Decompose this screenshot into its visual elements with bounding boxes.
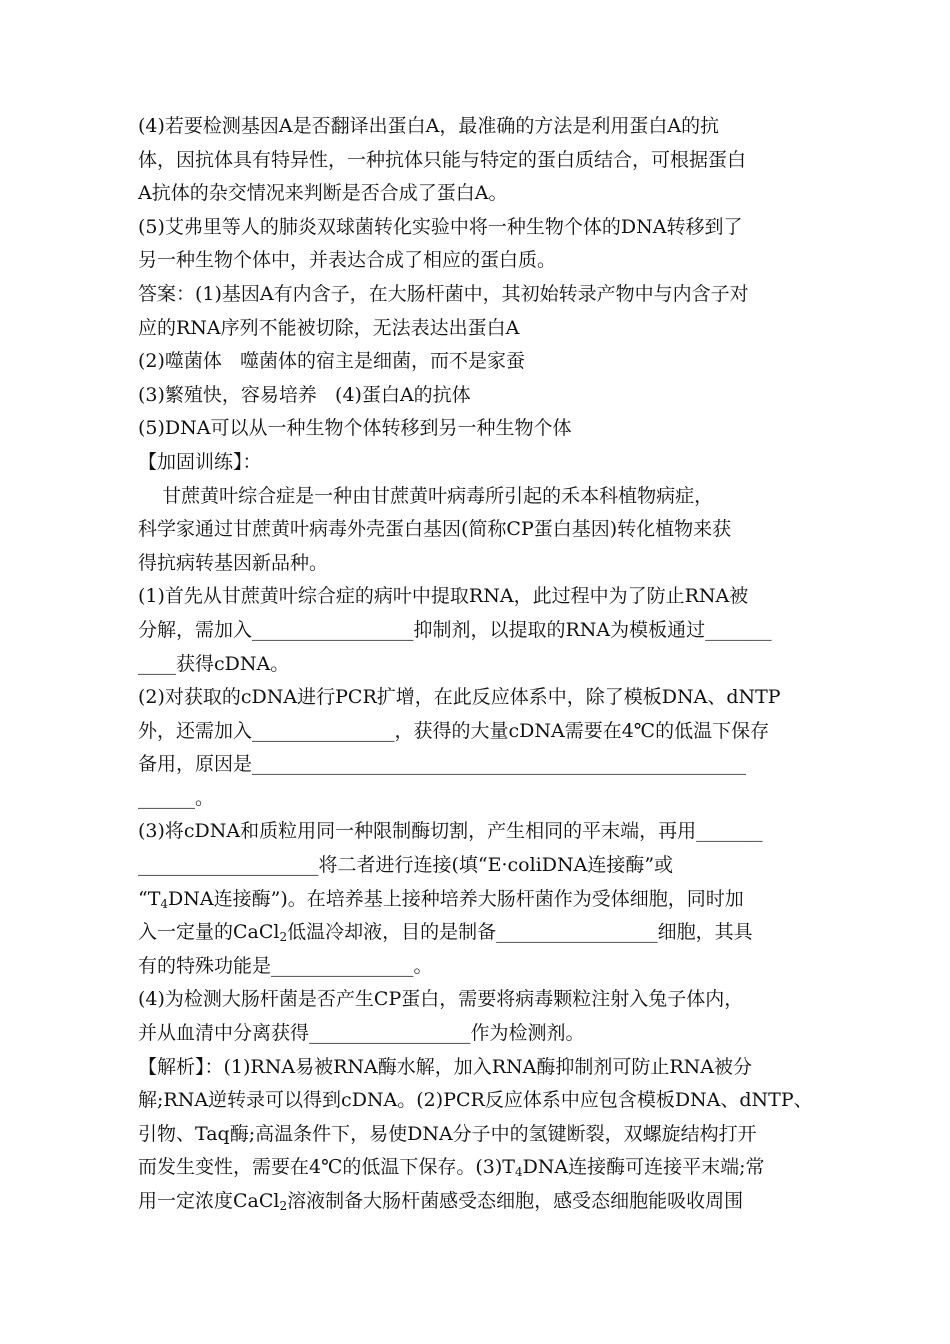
question-line: (3)将cDNA和质粒用同一种限制酶切割，产生相同的平末端，再用_______ <box>138 820 763 843</box>
question-line: ___________________将二者进行连接(填“E·coliDNA连接酶”或 <box>138 854 674 877</box>
analysis-line: 解;RNA逆转录可以得到cDNA。(2)PCR反应体系中应包含模板DNA、dNTP、 <box>138 1089 813 1112</box>
question-intro-line: 科学家通过甘蔗黄叶病毒外壳蛋白基因(简称CP蛋白基因)转化植物来获 <box>138 518 732 541</box>
question-line: (2)对获取的cDNA进行PCR扩增，在此反应体系中，除了模板DNA、dNTP <box>138 686 781 709</box>
question-line: 分解，需加入_________________抑制剂，以提取的RNA为模板通过_______ <box>138 618 772 641</box>
question-line: ______。 <box>138 786 215 809</box>
text-line: A抗体的杂交情况来判断是否合成了蛋白A。 <box>138 182 508 205</box>
answer-line: 答案：(1)基因A有内含子，在大肠杆菌中，其初始转录产物中与内含子对 <box>138 282 749 305</box>
question-intro-line: 得抗病转基因新品种。 <box>138 551 329 574</box>
analysis-line: 用一定浓度CaCl$_2$溶液制备大肠杆菌感受态细胞，感受态细胞能吸收周围 <box>138 1190 744 1213</box>
section-heading: 【加固训练】： <box>138 450 262 473</box>
text-line: 另一种生物个体中，并表达合成了相应的蛋白质。 <box>138 249 557 272</box>
question-line: 并从血清中分离获得_________________作为检测剂。 <box>138 1022 585 1045</box>
text-line: (5)艾弗里等人的肺炎双球菌转化实验中将一种生物个体的DNA转移到了 <box>138 215 743 238</box>
question-line: “$T_4DNA$连接酶”)。在培养基上接种培养大肠杆菌作为受体细胞，同时加 <box>138 887 744 911</box>
question-line: 备用，原因是____________________________________________________ <box>138 753 747 776</box>
analysis-line: 【解析】：(1)RNA易被RNA酶水解，加入RNA酶抑制剂可防止RNA被分 <box>138 1055 753 1078</box>
question-line: 入一定量的CaCl$_2$低温冷却液，目的是制备_________________细胞，其具 <box>138 921 753 945</box>
question-intro-line: 甘蔗黄叶综合症是一种由甘蔗黄叶病毒所引起的禾本科植物病症， <box>138 484 714 507</box>
analysis-line: 而发生变性，需要在4℃的低温下保存。$(3)T_4DNA$连接酶可连接平末端;常 <box>138 1156 765 1180</box>
answer-line: 应的RNA序列不能被切除，无法表达出蛋白A <box>138 316 520 339</box>
question-line: ____获得cDNA。 <box>138 652 290 675</box>
document-page <box>138 110 840 1219</box>
answer-line: (3)繁殖快，容易培养 (4)蛋白A的抗体 <box>138 383 471 406</box>
question-line: (1)首先从甘蔗黄叶综合症的病叶中提取RNA，此过程中为了防止RNA被 <box>138 585 749 608</box>
text-line: (4)若要检测基因A是否翻译出蛋白A，最准确的方法是利用蛋白A的抗 <box>138 115 720 137</box>
analysis-line: 引物、Taq酶;高温条件下，易使DNA分子中的氢键断裂，双螺旋结构打开 <box>138 1122 757 1145</box>
question-line: 有的特殊功能是_______________。 <box>138 954 433 977</box>
text-line: 体，因抗体具有特异性，一种抗体只能与特定的蛋白质结合，可根据蛋白 <box>138 148 747 171</box>
question-line: (4)为检测大肠杆菌是否产生CP蛋白，需要将病毒颗粒注射入兔子体内， <box>138 988 744 1011</box>
answer-line: (2)噬菌体 噬菌体的宿主是细菌，而不是家蚕 <box>138 350 526 373</box>
answer-line: (5)DNA可以从一种生物个体转移到另一种生物个体 <box>138 417 572 440</box>
question-line: 外，还需加入_______________，获得的大量cDNA需要在4℃的低温下保存 <box>138 719 770 742</box>
